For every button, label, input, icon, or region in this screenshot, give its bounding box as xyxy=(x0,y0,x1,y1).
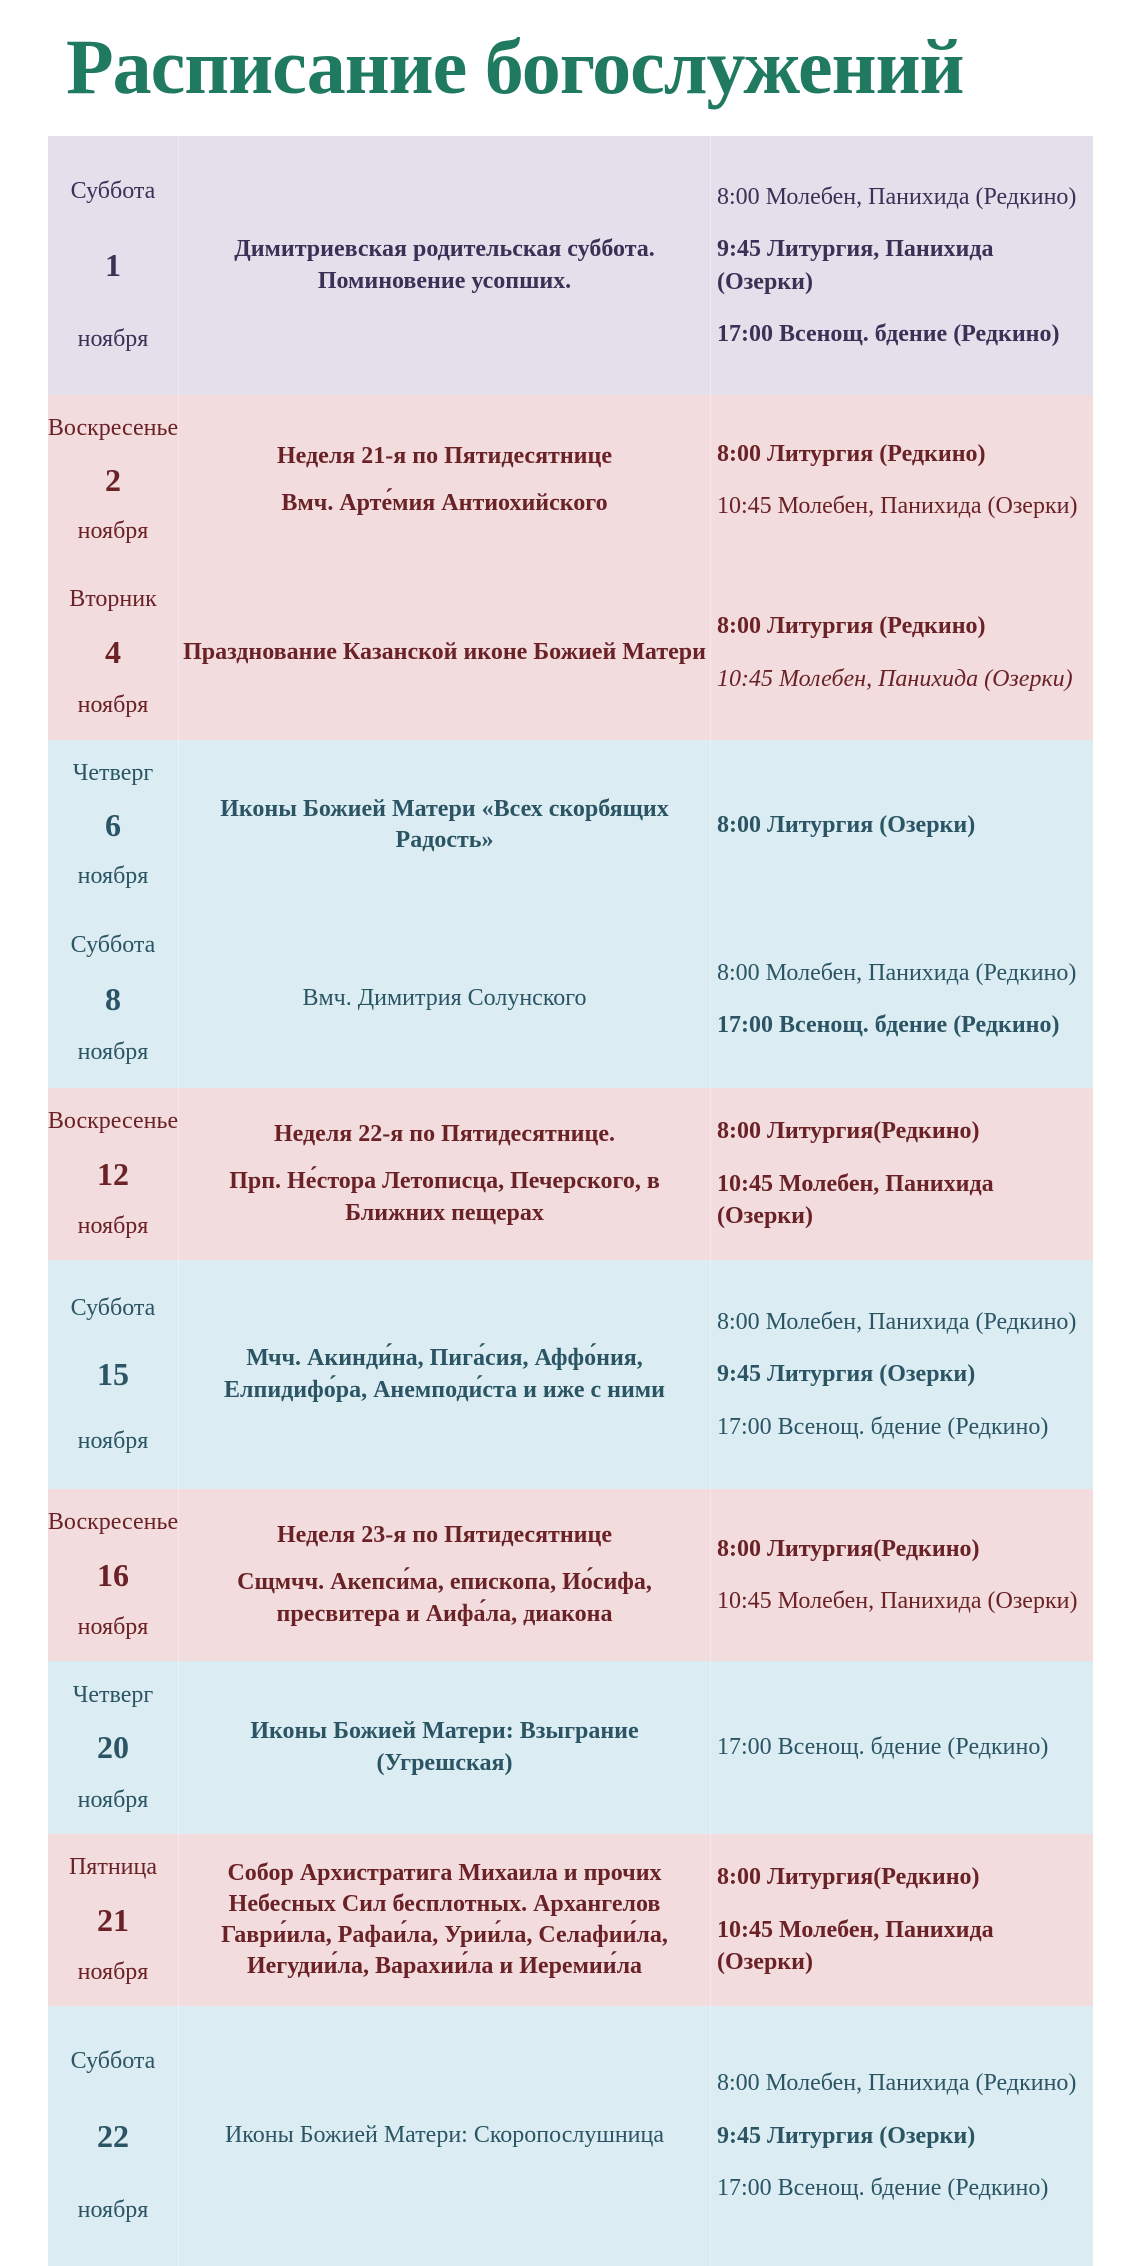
feast-cell xyxy=(179,136,711,395)
service-item: 8:00 Литургия(Редкино) xyxy=(717,1535,980,1562)
day-number: 6 xyxy=(105,806,121,843)
day-number: 1 xyxy=(105,247,121,283)
services-cell xyxy=(711,1088,1093,1260)
schedule-row xyxy=(48,565,1093,740)
feast-text: Вмч. Димитрия Солунского xyxy=(302,985,587,1012)
service-item: 8:00 Молебен, Панихида (Редкино) xyxy=(717,2070,1077,2097)
service-item: 17:00 Всенощ. бдение (Редкино) xyxy=(717,320,1060,347)
date-cell xyxy=(48,910,179,1088)
service-item: 10:45 Молебен, Панихида (Озерки) xyxy=(717,1916,994,1976)
schedule-row xyxy=(48,1661,1093,1834)
date-cell xyxy=(48,565,179,740)
date-cell xyxy=(48,1489,179,1661)
weekday: Четверг xyxy=(72,1681,154,1708)
schedule-row xyxy=(48,1489,1093,1661)
weekday: Четверг xyxy=(72,759,154,786)
weekday: Вторник xyxy=(69,586,157,612)
schedule-row xyxy=(48,910,1093,1088)
month: ноября xyxy=(77,1427,149,1454)
feast-text: Неделя 23-я по Пятидесятнице xyxy=(277,1522,612,1549)
feast-text: Мчч. Акинди́на, Пига́сия, Аффо́ния, Елпидифо́ра, Анемподи́ста и иже с ними xyxy=(224,1345,665,1403)
feast-cell xyxy=(179,565,711,740)
service-item: 17:00 Всенощ. бдение (Редкино) xyxy=(717,1413,1049,1440)
month: ноября xyxy=(77,1212,149,1239)
weekday: Воскресенье xyxy=(47,1509,179,1536)
service-item: 8:00 Литургия (Озерки) xyxy=(717,811,976,838)
day-number: 21 xyxy=(97,1901,129,1938)
schedule-row xyxy=(48,136,1093,395)
services-cell xyxy=(711,395,1093,565)
weekday: Пятница xyxy=(68,1854,158,1881)
weekday: Суббота xyxy=(70,2048,156,2075)
feast-text: Неделя 21-я по Пятидесятнице xyxy=(277,442,612,469)
service-item: 8:00 Литургия(Редкино) xyxy=(717,1118,980,1145)
schedule-table xyxy=(48,136,1093,2266)
date-cell xyxy=(48,136,179,395)
schedule-row xyxy=(48,2006,1093,2266)
month: ноября xyxy=(77,692,149,718)
services-cell xyxy=(711,136,1093,395)
feast-cell xyxy=(179,395,711,565)
weekday: Суббота xyxy=(70,931,156,958)
service-item: 8:00 Литургия (Редкино) xyxy=(717,440,986,467)
service-item: 8:00 Молебен, Панихида (Редкино) xyxy=(717,959,1077,986)
feast-text: Вмч. Арте́мия Антиохийского xyxy=(281,490,608,516)
services-cell xyxy=(711,910,1093,1088)
services-cell xyxy=(711,2006,1093,2266)
feast-cell xyxy=(179,1260,711,1489)
date-cell xyxy=(48,740,179,910)
weekday: Воскресенье xyxy=(47,414,179,441)
schedule-row xyxy=(48,1260,1093,1489)
services-cell xyxy=(711,740,1093,910)
date-cell xyxy=(48,1661,179,1834)
day-number: 20 xyxy=(97,1729,129,1765)
service-item: 8:00 Молебен, Панихида (Редкино) xyxy=(717,183,1077,210)
feast-text: Прп. Не́стора Летописца, Печерского, в Ближних пещерах xyxy=(229,1168,660,1226)
feast-text: Сщмчч. Акепси́ма, епископа, Ио́сифа, пресвитера и Аифа́ла, диакона xyxy=(237,1569,652,1627)
service-item: 9:45 Литургия, Панихида (Озерки) xyxy=(717,236,994,295)
service-item: 8:00 Литургия (Редкино) xyxy=(717,613,986,640)
feast-text: Иконы Божией Матери «Всех скорбящих Радость» xyxy=(220,795,669,853)
feast-text: Неделя 22-я по Пятидесятнице. xyxy=(274,1121,615,1148)
services-cell xyxy=(711,565,1093,740)
month: ноября xyxy=(77,1786,149,1813)
date-cell xyxy=(48,2006,179,2266)
feast-text: Собор Архистратига Михаила и прочих Небесных Сил бесплотных. Архангелов Гаври́ила, Рафаи́ла, Урии́ла, Селафии́ла, Иегудии́ла, Варахии́ла и Иеремии́ла xyxy=(221,1859,668,1980)
month: ноября xyxy=(77,2196,149,2223)
weekday: Воскресенье xyxy=(47,1108,179,1135)
day-number: 12 xyxy=(97,1155,129,1192)
service-item: 17:00 Всенощ. бдение (Редкино) xyxy=(717,2175,1049,2202)
month: ноября xyxy=(77,863,149,890)
feast-cell xyxy=(179,740,711,910)
services-cell xyxy=(711,1260,1093,1489)
service-item: 17:00 Всенощ. бдение (Редкино) xyxy=(717,1734,1049,1761)
feast-cell xyxy=(179,2006,711,2266)
month: ноября xyxy=(77,326,149,352)
day-number: 4 xyxy=(105,634,121,670)
month: ноября xyxy=(77,1039,149,1066)
day-number: 15 xyxy=(97,1356,129,1392)
day-number: 8 xyxy=(105,980,121,1017)
day-number: 22 xyxy=(97,2117,129,2154)
schedule-row xyxy=(48,1834,1093,2006)
feast-cell xyxy=(179,1088,711,1260)
date-cell xyxy=(48,395,179,565)
services-cell xyxy=(711,1661,1093,1834)
service-item: 10:45 Молебен, Панихида (Озерки) xyxy=(717,1588,1078,1614)
feast-cell xyxy=(179,1834,711,2006)
service-item: 8:00 Молебен, Панихида (Редкино) xyxy=(717,1308,1077,1335)
day-number: 16 xyxy=(97,1556,129,1593)
services-cell xyxy=(711,1489,1093,1661)
date-cell xyxy=(48,1834,179,2006)
day-number: 2 xyxy=(105,461,121,498)
feast-cell xyxy=(179,1661,711,1834)
schedule-row xyxy=(48,1088,1093,1260)
feast-text: Иконы Божией Матери: Скоропослушница xyxy=(224,2122,665,2149)
service-item: 9:45 Литургия (Озерки) xyxy=(717,2122,976,2149)
weekday: Суббота xyxy=(70,1294,156,1321)
month: ноября xyxy=(77,1958,149,1985)
page-title: Расписание богослужений xyxy=(66,23,964,110)
service-item: 10:45 Молебен, Панихида (Озерки) xyxy=(717,665,1073,692)
service-item: 9:45 Литургия (Озерки) xyxy=(717,1361,976,1388)
service-item: 17:00 Всенощ. бдение (Редкино) xyxy=(717,1012,1060,1038)
service-item: 10:45 Молебен, Панихида (Озерки) xyxy=(717,493,1078,519)
weekday: Суббота xyxy=(70,178,156,204)
schedule-row xyxy=(48,395,1093,565)
feast-text: Празднование Казанской иконе Божией Матери xyxy=(183,638,706,665)
feast-text: Димитриевская родительская суббота. Поминовение усопших. xyxy=(234,236,655,294)
month: ноября xyxy=(77,518,149,545)
feast-cell xyxy=(179,910,711,1088)
date-cell xyxy=(48,1260,179,1489)
feast-cell xyxy=(179,1489,711,1661)
schedule-row xyxy=(48,740,1093,910)
service-item: 10:45 Молебен, Панихида (Озерки) xyxy=(717,1170,994,1230)
month: ноября xyxy=(77,1613,149,1640)
service-item: 8:00 Литургия(Редкино) xyxy=(717,1864,980,1891)
feast-text: Иконы Божией Матери: Взыграние (Угрешская) xyxy=(250,1718,639,1776)
services-cell xyxy=(711,1834,1093,2006)
date-cell xyxy=(48,1088,179,1260)
